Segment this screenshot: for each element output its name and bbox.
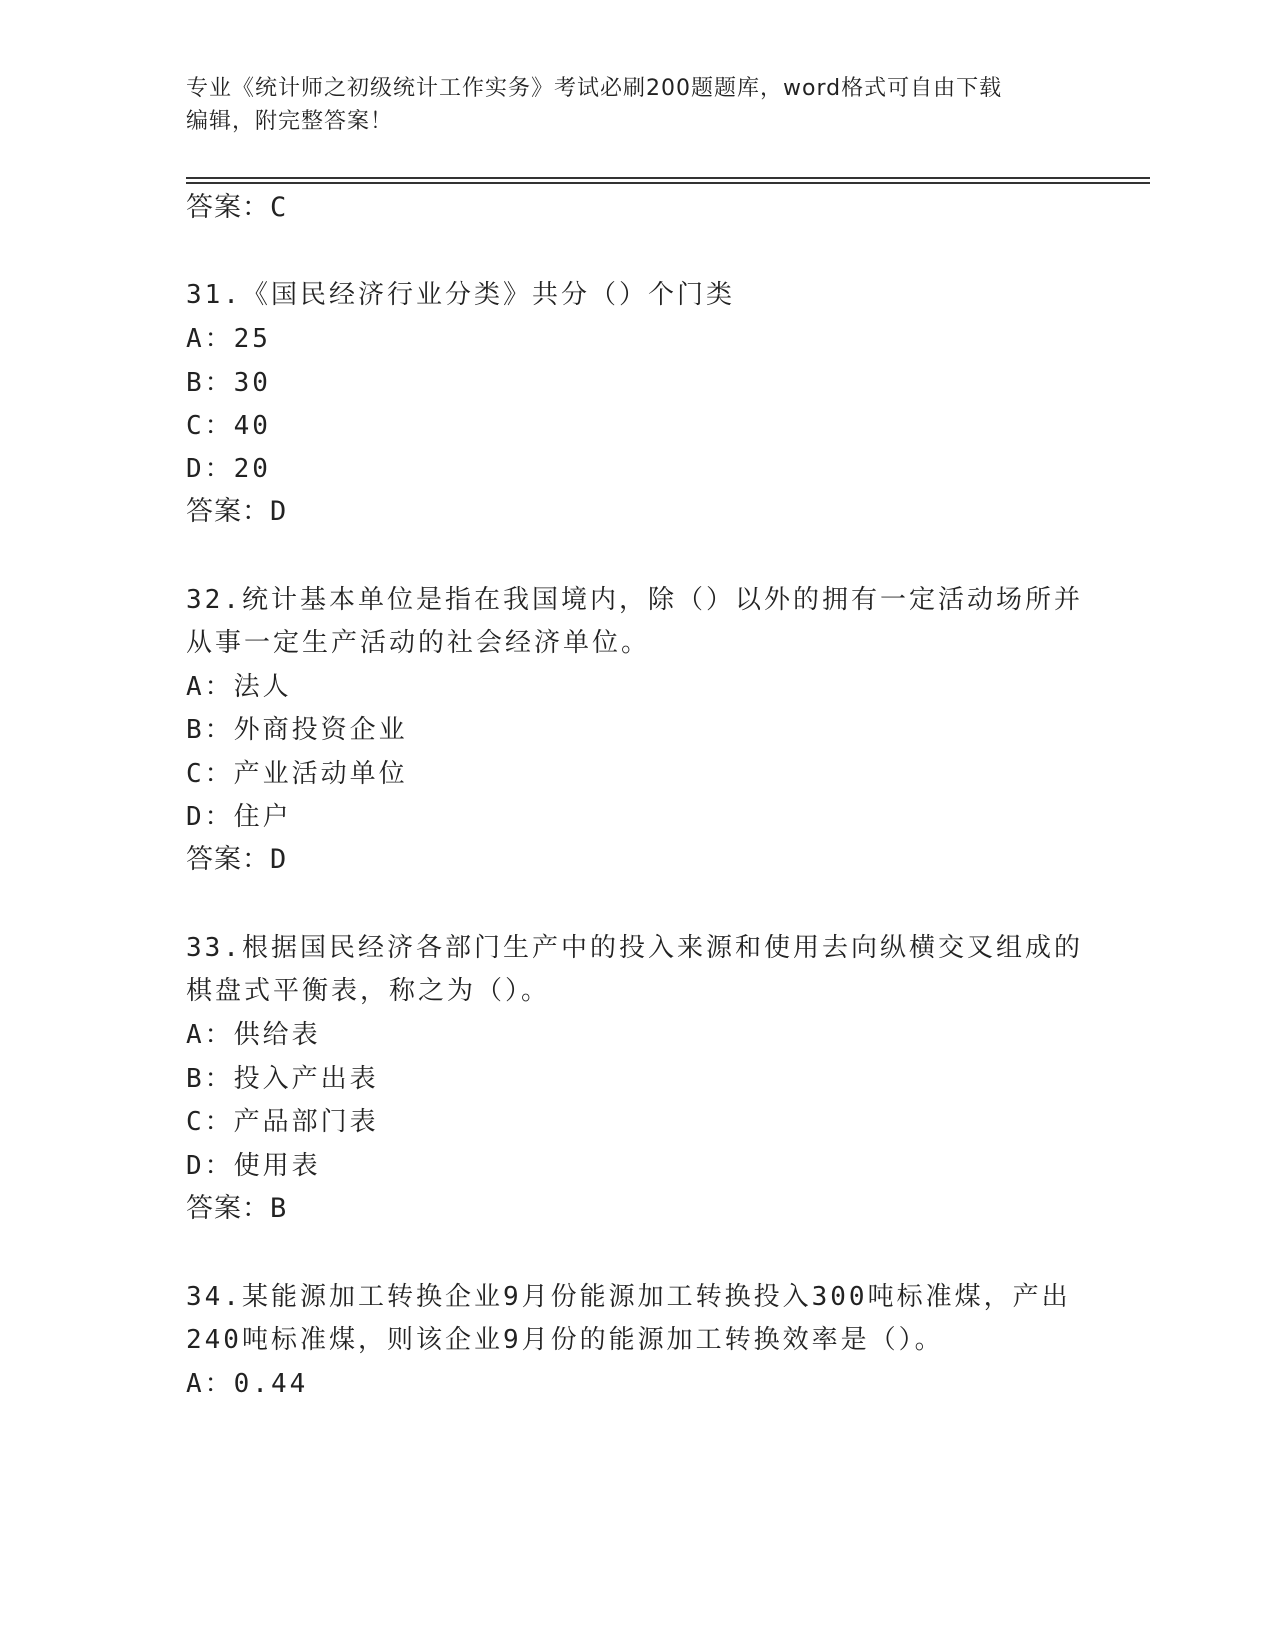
header-line-2: 编辑，附完整答案！ <box>186 109 394 134</box>
answer-prefix: 答案： <box>186 496 270 527</box>
question-32-option-d: D：住户 <box>186 802 292 832</box>
question-33-answer <box>186 1192 287 1226</box>
question-32-option-b: B：外商投资企业 <box>186 715 408 745</box>
question-32-answer <box>186 843 287 877</box>
question-31-option-a: A：25 <box>186 324 271 354</box>
question-31-answer <box>186 495 287 529</box>
header-divider-top <box>186 177 1150 179</box>
question-34-stem-line-1: 34.某能源加工转换企业9月份能源加工转换投入300吨标准煤，产出 <box>186 1282 1071 1312</box>
question-34-option-a: A：0.44 <box>186 1369 309 1399</box>
question-33-option-c: C：产品部门表 <box>186 1107 379 1137</box>
answer-value: B <box>270 1193 288 1224</box>
question-34-stem-line-2: 240吨标准煤，则该企业9月份的能源加工转换效率是（）。 <box>186 1325 944 1355</box>
question-31-option-c: C：40 <box>186 411 271 441</box>
answer-prefix: 答案： <box>186 192 270 223</box>
answer-value: C <box>270 192 288 223</box>
question-32-stem-line-1: 32.统计基本单位是指在我国境内，除（）以外的拥有一定活动场所并 <box>186 585 1083 615</box>
question-33-stem-line-2: 棋盘式平衡表，称之为（）。 <box>186 976 551 1006</box>
question-33-option-a: A：供给表 <box>186 1020 321 1050</box>
question-31-option-b: B：30 <box>186 368 271 398</box>
header-divider-bottom <box>186 182 1150 184</box>
document-header <box>186 72 1066 138</box>
question-33-stem-line-1: 33.根据国民经济各部门生产中的投入来源和使用去向纵横交叉组成的 <box>186 933 1083 963</box>
question-33-option-d: D：使用表 <box>186 1151 321 1181</box>
header-line-1: 专业《统计师之初级统计工作实务》考试必刷200题题库，word格式可自由下载 <box>186 76 1003 101</box>
answer-prefix: 答案： <box>186 844 270 875</box>
question-32-option-a: A：法人 <box>186 672 292 702</box>
question-31-stem-line-1: 31.《国民经济行业分类》共分（）个门类 <box>186 280 735 310</box>
question-32-option-c: C：产业活动单位 <box>186 759 408 789</box>
previous-answer <box>186 191 287 225</box>
question-32-stem-line-2: 从事一定生产活动的社会经济单位。 <box>186 628 651 658</box>
answer-prefix: 答案： <box>186 1193 270 1224</box>
question-31-option-d: D：20 <box>186 454 271 484</box>
answer-value: D <box>270 844 288 875</box>
answer-value: D <box>270 496 288 527</box>
question-33-option-b: B：投入产出表 <box>186 1064 379 1094</box>
